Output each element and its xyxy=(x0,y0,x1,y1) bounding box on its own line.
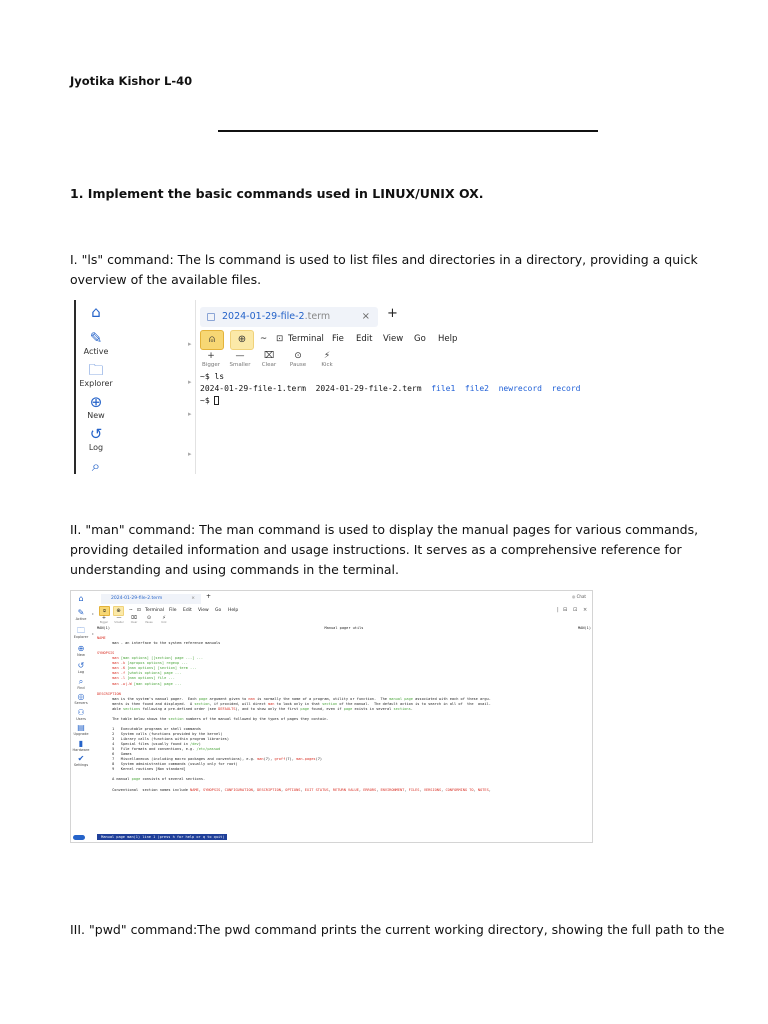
servers-icon: ◎ xyxy=(77,692,85,701)
man-text: , xyxy=(198,787,204,792)
kick-icon: ⚡ xyxy=(323,351,331,361)
man-text: section xyxy=(168,716,184,721)
tab-title: 2024-01-29-file-2.term xyxy=(111,596,163,601)
sidebar-item-active[interactable] xyxy=(76,330,116,356)
search-icon: ⌕ xyxy=(91,457,101,474)
home-dir-label: ~ xyxy=(129,608,133,613)
sidebar-item-new[interactable] xyxy=(76,394,116,420)
menu-view[interactable]: View xyxy=(383,334,404,344)
tool-label: Clear xyxy=(130,621,138,624)
terminal-icon: ⊡ xyxy=(137,608,141,613)
man-text: found, even if xyxy=(309,706,344,711)
menu-terminal[interactable]: Terminal xyxy=(288,334,324,344)
mode-button-a[interactable]: ⍝ xyxy=(99,606,110,616)
sidebar-item-servers[interactable] xyxy=(71,692,91,705)
sidebar-item-users[interactable] xyxy=(71,708,91,721)
man-text: , xyxy=(376,787,381,792)
man-text: [man options] page ... xyxy=(133,681,182,686)
man-text: of the manual. The default action is to search in all of the avail- xyxy=(337,701,491,706)
man-text: man is the system's manual pager. Each xyxy=(97,696,199,701)
man-header-right: MAN(1) xyxy=(578,626,591,630)
sidebar xyxy=(71,591,91,843)
man-text: (7), xyxy=(285,757,297,762)
man-text: VERSIONS xyxy=(423,787,442,792)
man-text: NAME xyxy=(97,636,106,641)
man-text: The table below shows the xyxy=(97,716,169,721)
man-page-output[interactable] xyxy=(97,626,591,793)
man-text: DESCRIPTION xyxy=(257,787,281,792)
man-text: ments is then found and displayed. A xyxy=(97,701,195,706)
man-text: CONFORMING TO xyxy=(445,787,474,792)
sidebar-gutter: ▸ ▸ xyxy=(92,611,95,636)
man-text: ) xyxy=(198,742,201,747)
man-text: , xyxy=(358,787,364,792)
man-text: man - an interface to the system reference manuals xyxy=(97,641,221,646)
paragraph-pwd: III. "pwd" command:The pwd command prints the current working directory, showing the full path to the xyxy=(70,922,725,937)
sidebar-gutter: ▸ ▸ ▸ ▸ xyxy=(116,300,196,474)
prompt-text: ~$ xyxy=(200,396,215,405)
man-text: , if provided, will direct xyxy=(209,701,268,706)
menu-edit[interactable]: Edit xyxy=(356,334,373,344)
man-text: SYNOPSIS xyxy=(97,651,115,656)
man-text: sections xyxy=(393,706,411,711)
man-text: DESCRIPTION xyxy=(97,691,121,696)
clear-icon: ⌧ xyxy=(263,351,275,361)
sidebar-item-label: New xyxy=(77,653,85,657)
smaller-icon: — xyxy=(116,615,122,621)
sidebar-item-log[interactable] xyxy=(71,661,91,674)
sidebar-item-find[interactable] xyxy=(71,677,91,690)
man-text: Conventional section names include xyxy=(97,787,191,792)
man-text: FILES xyxy=(408,787,420,792)
menu-go[interactable]: Go xyxy=(215,608,222,613)
tab-file-2[interactable] xyxy=(200,307,378,327)
smaller-icon: — xyxy=(235,351,245,361)
folder-icon: 🗀 xyxy=(77,626,85,635)
ls-output-line xyxy=(200,383,581,395)
tool-label: Smaller xyxy=(229,362,251,368)
man-header-center: Manual pager utils xyxy=(324,626,364,630)
tool-kick-button[interactable] xyxy=(312,351,342,368)
sidebar xyxy=(76,300,116,474)
man-text: page xyxy=(131,777,141,782)
man-text: man xyxy=(257,757,264,762)
mode-button-b[interactable]: ⊕ xyxy=(113,606,124,616)
man-text: man xyxy=(97,656,121,661)
man-text: RETURN VALUE xyxy=(332,787,359,792)
menu-terminal[interactable]: Terminal xyxy=(145,608,165,613)
new-tab-button[interactable]: + xyxy=(206,593,212,600)
pencil-icon: ✎ xyxy=(89,329,103,347)
sidebar-item-label: Active xyxy=(83,347,109,356)
tool-clear-button[interactable] xyxy=(127,616,141,624)
menu-file[interactable]: Fie xyxy=(332,334,344,344)
man-text: man -l xyxy=(97,676,128,681)
man-text: , xyxy=(488,787,491,792)
man-text: man -f xyxy=(97,671,128,676)
man-text: is normally the name of a program, utility or function. The xyxy=(254,696,390,701)
pencil-icon: ✎ xyxy=(77,608,85,617)
tool-label: Smaller xyxy=(114,621,124,624)
prompt-line-current xyxy=(200,395,581,407)
man-header-left: MAN(1) xyxy=(97,626,110,630)
sidebar-item-label: Upgrade xyxy=(73,732,89,736)
pause-icon: ⊙ xyxy=(294,351,302,361)
close-tab-icon[interactable]: × xyxy=(191,596,195,601)
man-text: 2 System calls (functions provided by the kernel) xyxy=(97,731,223,736)
sidebar-item-new[interactable] xyxy=(71,644,91,657)
man-text: (7) xyxy=(315,757,323,762)
tool-label: Bigger xyxy=(202,362,220,368)
tool-label: Kick xyxy=(321,362,333,368)
man-text: man -w|-W xyxy=(97,681,134,686)
bigger-icon: + xyxy=(207,351,215,361)
man-text: 5 File formats and conventions, e.g. xyxy=(97,747,197,752)
man-text: , xyxy=(419,787,424,792)
menu-help[interactable]: Help xyxy=(438,334,458,344)
sidebar-item-hardware[interactable] xyxy=(71,739,91,752)
man-text: 9 Kernel routines [Non standard] xyxy=(97,767,186,772)
sidebar-item-label: Users xyxy=(76,717,86,721)
ls-output-files: 2024-01-29-file-1.term 2024-01-29-file-2.term xyxy=(200,384,432,393)
sidebar-item-explorer[interactable] xyxy=(76,362,116,388)
tab-title: 2024-01-29-file-2 xyxy=(222,311,305,322)
man-text: 1 Executable programs or shell commands xyxy=(97,726,201,731)
man-text: DEFAULTS xyxy=(218,706,236,711)
upgrade-icon: ▤ xyxy=(77,723,85,732)
man-text: ENVIRONMENT xyxy=(380,787,405,792)
terminal-output[interactable] xyxy=(200,371,581,407)
man-text: , xyxy=(328,787,333,792)
man-text: [man options] [section] term ... xyxy=(127,666,197,671)
tab-file-2[interactable] xyxy=(101,594,201,604)
man-text: OPTIONS xyxy=(285,787,301,792)
menu-help[interactable]: Help xyxy=(228,608,239,613)
chat-icon: ◎ xyxy=(571,594,576,599)
sidebar-item-label: Explorer xyxy=(79,379,113,388)
chat-label: Chat xyxy=(576,594,586,599)
man-text: man -K xyxy=(97,666,128,671)
menu-go[interactable]: Go xyxy=(414,334,426,344)
man-text: , xyxy=(252,787,258,792)
home-icon: ⌂ xyxy=(78,594,84,603)
man-text: A manual xyxy=(97,777,132,782)
sidebar-item-label: Log xyxy=(88,443,104,452)
sidebar-item-label: Active xyxy=(75,617,87,621)
tool-label: Pause xyxy=(145,621,153,624)
text-cursor xyxy=(214,396,219,405)
search-icon: ⌕ xyxy=(78,677,84,686)
man-text: 8 System administration commands (usually only for root) xyxy=(97,762,238,767)
prompt-line: ~$ ls xyxy=(200,372,225,381)
tool-bigger-button[interactable] xyxy=(97,616,111,624)
man-text: to look only in that xyxy=(274,701,323,706)
sidebar-item-search[interactable] xyxy=(76,458,116,474)
menu-bar xyxy=(97,606,593,616)
sidebar-item-home[interactable] xyxy=(76,304,116,321)
man-text: exists in several xyxy=(352,706,394,711)
tool-label: Bigger xyxy=(99,621,109,624)
man-text: following a pre-defined order (see xyxy=(140,706,219,711)
toggle-switch[interactable] xyxy=(73,835,85,840)
man-text: /dev xyxy=(190,742,199,747)
mode-button-a[interactable]: ⍝ xyxy=(200,330,224,350)
sidebar-item-label: Log xyxy=(77,670,85,674)
man-status-line: Manual page man(1) line 1 (press h for help or q to quit) xyxy=(99,835,225,839)
menu-bar xyxy=(196,329,724,351)
plus-circle-icon: ⊕ xyxy=(77,644,85,653)
man-text: , xyxy=(280,787,286,792)
bigger-icon: + xyxy=(101,615,107,621)
sidebar-item-explorer[interactable] xyxy=(71,626,91,639)
sidebar-item-label: Hardware xyxy=(72,748,90,752)
horizontal-rule xyxy=(218,130,598,132)
man-text: (7), xyxy=(263,757,275,762)
close-tab-icon[interactable]: × xyxy=(361,311,370,322)
paragraph-ls: I. "ls" command: The ls command is used to list files and directories in a directory, providing a quick overview of the available files. xyxy=(70,252,698,287)
man-text: SYNOPSIS xyxy=(203,787,221,792)
man-text: numbers of the manual followed by the types of pages they contain. xyxy=(183,716,329,721)
man-text: man xyxy=(267,701,275,706)
man-text: argument given to xyxy=(207,696,249,701)
hardware-icon: ▮ xyxy=(78,739,84,748)
close-window-icon[interactable]: × xyxy=(583,607,588,613)
history-icon: ↺ xyxy=(89,425,103,443)
minimize-icon[interactable]: ⊟ xyxy=(563,607,568,613)
menu-file[interactable]: File xyxy=(169,608,177,613)
mode-button-b[interactable]: ⊕ xyxy=(230,330,254,350)
man-text: 3 Library calls (functions within program libraries) xyxy=(97,737,229,742)
author-line: Jyotika Kishor L-40 xyxy=(70,74,193,88)
history-icon: ↺ xyxy=(77,661,85,670)
man-text: groff xyxy=(274,757,286,762)
home-dir-label: ~ xyxy=(260,334,268,344)
man-text: /etc/passwd xyxy=(196,747,221,752)
ls-output-dirs: file1 file2 newrecord record xyxy=(431,384,581,393)
section-heading: 1. Implement the basic commands used in LINUX/UNIX OX. xyxy=(70,186,484,201)
man-text: NAME xyxy=(190,787,199,792)
status-area xyxy=(71,834,593,842)
man-text: EXIT STATUS xyxy=(304,787,329,792)
terminal-icon: ⊡ xyxy=(276,334,284,344)
users-icon: ⚇ xyxy=(77,708,85,717)
man-text: page xyxy=(300,706,310,711)
tool-pause-button[interactable] xyxy=(283,351,313,368)
man-text: ERRORS xyxy=(363,787,377,792)
man-terminal-screenshot xyxy=(70,590,593,843)
sidebar-item-upgrade[interactable] xyxy=(71,723,91,736)
new-tab-button[interactable]: + xyxy=(387,306,398,321)
tab-extension: .term xyxy=(304,311,331,322)
man-text: ), and to show only the first xyxy=(235,706,301,711)
man-text: able xyxy=(97,706,123,711)
man-text: page xyxy=(343,706,353,711)
man-text: NOTES xyxy=(477,787,489,792)
tool-pause-button[interactable] xyxy=(142,616,156,624)
sidebar-item-active[interactable] xyxy=(71,608,91,621)
sidebar-item-label: New xyxy=(87,411,105,420)
terminal-file-icon xyxy=(207,313,215,321)
man-line xyxy=(97,788,591,793)
man-text: 4 Special files (usually found in xyxy=(97,742,191,747)
tool-label: Pause xyxy=(289,362,307,368)
pause-icon: ⊙ xyxy=(146,615,152,621)
sidebar-item-settings[interactable] xyxy=(71,754,91,767)
plus-circle-icon: ⊕ xyxy=(89,393,103,411)
man-text: [man options] file ... xyxy=(127,676,175,681)
man-text: man xyxy=(248,696,255,701)
man-text: , xyxy=(300,787,305,792)
man-text: section xyxy=(194,701,210,706)
man-text: , xyxy=(473,787,478,792)
man-text: associated with each of these argu- xyxy=(412,696,491,701)
tool-smaller-button[interactable] xyxy=(112,616,126,624)
menu-edit[interactable]: Edit xyxy=(183,608,192,613)
sidebar-item-label: Servers xyxy=(74,701,88,705)
man-text: , xyxy=(441,787,446,792)
man-text: 6 Games xyxy=(97,752,132,757)
man-text: [apropos options] regexp ... xyxy=(127,661,188,666)
man-text: section xyxy=(322,701,338,706)
chat-button[interactable] xyxy=(572,594,586,599)
tool-label: Clear xyxy=(261,362,277,368)
man-text: consists of several sections. xyxy=(140,777,206,782)
man-text: CONFIGURATION xyxy=(224,787,253,792)
split-divider-icon: | xyxy=(557,607,559,613)
man-text: . xyxy=(410,706,413,711)
sidebar-item-label: Settings xyxy=(73,763,89,767)
man-text: [whatis options] page ... xyxy=(127,671,182,676)
sidebar-item-log[interactable] xyxy=(76,426,116,452)
tool-bigger-button[interactable] xyxy=(196,351,226,368)
sidebar-item-label: Find xyxy=(77,686,85,690)
settings-icon: ✔ xyxy=(77,754,85,763)
maximize-icon[interactable]: ⊡ xyxy=(573,607,578,613)
man-text: [man options] [[section] page ...] ... xyxy=(120,656,204,661)
sidebar-item-home[interactable] xyxy=(71,594,91,603)
tool-clear-button[interactable] xyxy=(254,351,284,368)
folder-icon: 🗀 xyxy=(88,361,104,379)
home-icon: ⌂ xyxy=(91,303,101,321)
sidebar-item-label: Explorer xyxy=(73,635,89,639)
man-text: 7 Miscellaneous (including macro packages and conventions), e.g. xyxy=(97,757,258,762)
man-text: manual page xyxy=(389,696,413,701)
paragraph-man: II. "man" command: The man command is used to display the manual pages for various commands, providing detailed information and usage instructions. It serves as a comprehensive reference for understanding and using commands in the terminal. xyxy=(70,522,699,577)
tool-label: Kick xyxy=(161,621,167,624)
man-text: page xyxy=(198,696,208,701)
man-text: sections xyxy=(122,706,141,711)
tool-kick-button[interactable] xyxy=(157,616,171,624)
kick-icon: ⚡ xyxy=(162,615,166,621)
man-text: man -k xyxy=(97,661,128,666)
man-text: , xyxy=(220,787,225,792)
ls-terminal-screenshot xyxy=(74,300,724,474)
tool-smaller-button[interactable] xyxy=(225,351,255,368)
man-text: man-pages xyxy=(296,757,316,762)
clear-icon: ⌧ xyxy=(131,615,137,621)
man-text: , xyxy=(404,787,409,792)
menu-view[interactable]: View xyxy=(198,608,209,613)
